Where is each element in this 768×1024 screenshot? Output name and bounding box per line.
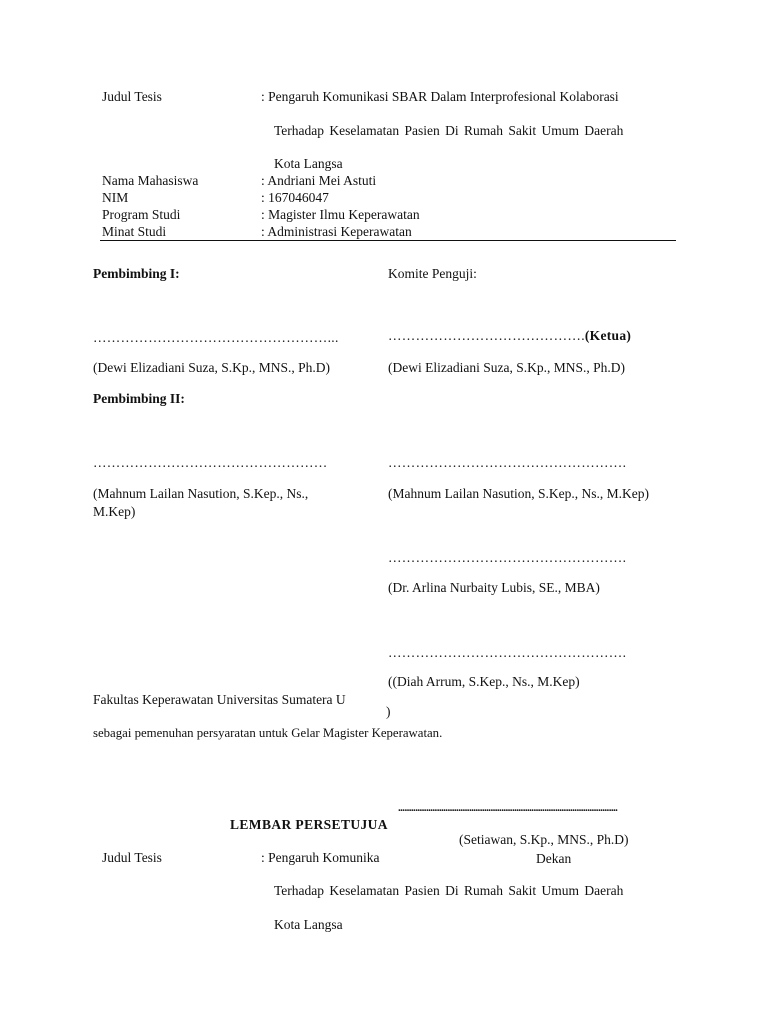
penguji-3-name: (Dr. Arlina Nurbaity Lubis, SE., MBA): [388, 580, 600, 595]
penguji-2-name: (Mahnum Lailan Nasution, S.Kep., Ns., M.Kep): [388, 486, 649, 501]
ketua-signature-line: [388, 328, 631, 344]
penguji-4-name: ((Diah Arrum, S.Kep., Ns., M.Kep): [388, 674, 580, 689]
minat-studi-label: Minat Studi: [102, 224, 167, 239]
pembimbing-2-name-line-2: M.Kep): [93, 504, 136, 519]
minat-studi-value: : Administrasi Keperawatan: [261, 224, 412, 239]
pembimbing-2-name-line-1: (Mahnum Lailan Nasution, S.Kep., Ns.,: [93, 486, 309, 501]
nim-label: NIM: [102, 190, 129, 205]
bottom-judul-tesis-line-2: Terhadap Keselamatan Pasien Di Rumah Sakit Umum Daerah: [274, 883, 624, 898]
judul-tesis-line-1: : Pengaruh Komunikasi SBAR Dalam Interprofesional Kolaborasi: [261, 89, 619, 104]
separator-line: [100, 240, 676, 241]
bottom-judul-tesis-line-3: Kota Langsa: [274, 917, 343, 932]
program-studi-label: Program Studi: [102, 207, 181, 222]
lembar-persetujuan-title: LEMBAR PERSETUJUA: [230, 817, 388, 832]
nama-mahasiswa-value: : Andriani Mei Astuti: [261, 173, 377, 188]
judul-tesis-line-3: Kota Langsa: [274, 156, 343, 171]
penguji-3-signature-line: …………………………………………….: [388, 550, 627, 565]
pembimbing-1-signature-line: ……………………………………………...: [93, 330, 339, 345]
pembimbing-1-name: (Dewi Elizadiani Suza, S.Kp., MNS., Ph.D): [93, 360, 330, 375]
ketua-label: (Ketua): [584, 328, 632, 343]
closing-parenthesis: ): [386, 704, 391, 719]
penguji-2-signature-line: …………………………………………….: [388, 455, 627, 470]
program-studi-value: : Magister Ilmu Keperawatan: [261, 207, 420, 222]
komite-penguji-label: Komite Penguji:: [388, 266, 477, 281]
dekan-signature-line: ......................................................................................................: [398, 802, 618, 814]
fakultas-text: Fakultas Keperawatan Universitas Sumatera U: [93, 692, 346, 707]
dekan-title: Dekan: [536, 851, 572, 866]
dekan-name: (Setiawan, S.Kp., MNS., Ph.D): [459, 832, 629, 847]
bottom-judul-tesis-label: Judul Tesis: [102, 850, 162, 865]
sebagai-text: sebagai pemenuhan persyaratan untuk Gelar Magister Keperawatan.: [93, 726, 443, 740]
nama-mahasiswa-label: Nama Mahasiswa: [102, 173, 199, 188]
penguji-1-name: (Dewi Elizadiani Suza, S.Kp., MNS., Ph.D): [388, 360, 625, 375]
judul-tesis-label: Judul Tesis: [102, 89, 162, 104]
pembimbing-1-label: Pembimbing I:: [93, 266, 180, 281]
ketua-dots: …………………………………….: [388, 328, 585, 343]
pembimbing-2-label: Pembimbing II:: [93, 391, 185, 406]
judul-tesis-line-2: Terhadap Keselamatan Pasien Di Rumah Sakit Umum Daerah: [274, 123, 624, 138]
bottom-judul-tesis-line-1: : Pengaruh Komunika: [261, 850, 380, 865]
nim-value: : 167046047: [261, 190, 329, 205]
penguji-4-signature-line: …………………………………………….: [388, 645, 627, 660]
pembimbing-2-signature-line: ……………………………………………: [93, 455, 328, 470]
